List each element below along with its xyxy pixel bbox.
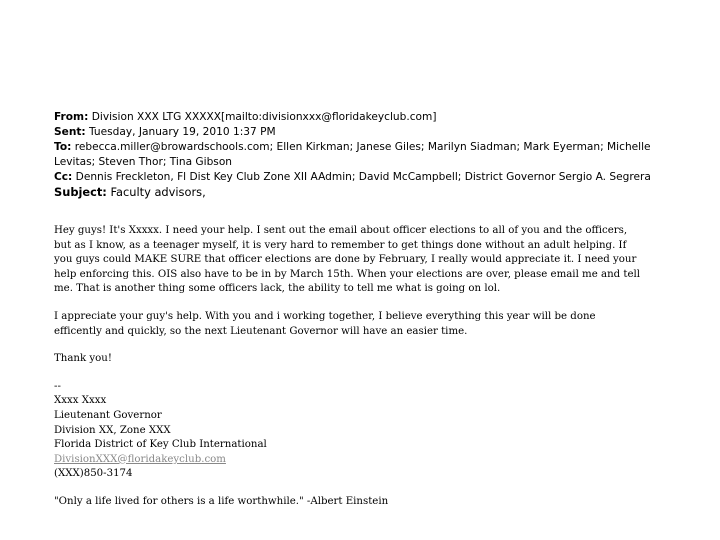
sent-value: Tuesday, January 19, 2010 1:37 PM [89,126,276,138]
body-paragraph-1: Hey guys! It's Xxxxx. I need your help. I sent out the email about officer elections to all of you and the officers, but as I know, as a teenager myself, it is very hard to remember to get things done without an adult helping. If you guys could MAKE SURE that officer elections are done by February, I really would appreciate it. I need your help enforcing this. OIS also have to be in by March 15th. When your elections are over, please email me and tell me. That is another thing some officers lack, the ability to tell me what is going on lol. [54,225,641,295]
subject-label: Subject: [54,185,107,199]
paragraph-spacer [54,482,644,495]
subject-value: Faculty advisors, [110,185,206,199]
signature-division: Division XX, Zone XXX [54,424,171,436]
signature-phone: (XXX)850-3174 [54,468,133,480]
to-line [54,140,654,170]
signature-name: Xxxx Xxxx [54,395,107,407]
subject-line [54,185,654,200]
signature-block [54,380,644,510]
signature-separator: -- [54,380,61,392]
email-body [54,224,644,510]
paragraph-spacer [54,297,644,310]
paragraph-spacer [54,367,644,380]
signature-title: Lieutenant Governor [54,409,162,421]
from-value: Division XXX LTG XXXXX[mailto:divisionxxx@floridakeyclub.com] [91,111,437,123]
signature-email-link[interactable]: DivisionXXX@floridakeyclub.com [54,453,226,465]
sent-line [54,125,654,140]
to-value: rebecca.miller@browardschools.com; Ellen Kirkman; Janese Giles; Marilyn Siadman; Mark Eyerman; Michelle Levitas; Steven Thor; Tina Gibson [54,141,651,168]
sent-label: Sent: [54,126,86,138]
from-line [54,110,654,125]
to-label: To: [54,141,72,153]
from-label: From: [54,111,89,123]
body-paragraph-2: I appreciate your guy's help. With you and i working together, I believe everything this year will be done efficently and quickly, so the next Lieutenant Governor will have an easier time. [54,310,596,337]
cc-value: Dennis Freckleton, Fl Dist Key Club Zone XII AAdmin; David McCampbell; District Governor Sergio A. Segrera [75,171,651,183]
cc-line [54,170,654,185]
closing-line: Thank you! [54,353,112,365]
email-header [54,110,654,200]
paragraph-spacer [54,339,644,352]
cc-label: Cc: [54,171,73,183]
signature-organization: Florida District of Key Club International [54,439,267,451]
signature-quote: "Only a life lived for others is a life worthwhile." -Albert Einstein [54,495,389,507]
